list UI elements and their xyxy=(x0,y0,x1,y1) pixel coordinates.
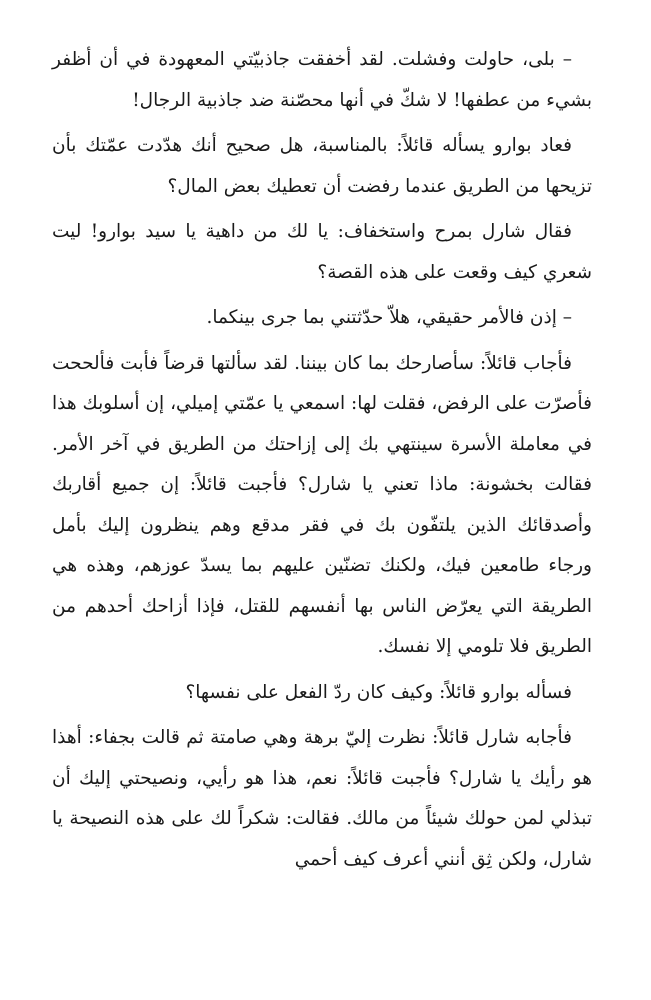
paragraph: فسأله بوارو قائلاً: وكيف كان ردّ الفعل على نفسها؟ xyxy=(185,681,572,703)
book-page xyxy=(52,40,592,880)
paragraph: فقال شارل بمرح واستخفاف: يا لك من داهية يا سيد بوارو! ليت شعري كيف وقعت على هذه القصة؟ xyxy=(52,221,592,283)
paragraph: فعاد بوارو يسأله قائلاً: بالمناسبة، هل صحيح أنك هدّدت عمّتك بأن تزيحها من الطريق عندما رفضت أن تعطيك بعض المال؟ xyxy=(52,135,592,197)
paragraph: فأجاب قائلاً: سأصارحك بما كان بيننا. لقد سألتها قرضاً فأبت فألححت فأصرّت على الرفض، فقلت لها: اسمعي يا عمّتي إميلي، إن أسلوبك هذا في معاملة الأسرة سينتهي بك إلى إزاحتك من الطريق في آخر الأمر. فقالت بخشونة: ماذا تعني يا شارل؟ فأجبت قائلاً: إن جميع أقاربك وأصدقائك الذين يلتفّون بك في فقر مدقع وهم ينظرون إليك بأمل ورجاء طامعين فيك، ولكنك تضنّين عليهم بما يسدّ عوزهم، وهذه هي الطريقة التي يعرّض الناس بها أنفسهم للقتل، فإذا أزاحك أحدهم من الطريق فلا تلومي إلا نفسك. xyxy=(52,352,592,657)
paragraph: – إذن فالأمر حقيقي، هلاّ حدّثتني بما جرى بينكما. xyxy=(206,307,572,328)
paragraph: فأجابه شارل قائلاً: نظرت إليّ برهة وهي صامتة ثم قالت بجفاء: أهذا هو رأيك يا شارل؟ فأجبت قائلاً: نعم، هذا هو رأيي، ونصيحتي إليك أن تبذلي لمن حولك شيئاً من مالك. فقالت: شكراً لك على هذه النصيحة يا شارل، ولكن ثِق أنني أعرف كيف أحمي xyxy=(52,727,592,870)
paragraph: – بلى، حاولت وفشلت. لقد أخفقت جاذبيّتي المعهودة في أن أظفر بشيء من عطفها! لا شكّ في أنها محصّنة ضد جاذبية الرجال! xyxy=(52,49,592,111)
